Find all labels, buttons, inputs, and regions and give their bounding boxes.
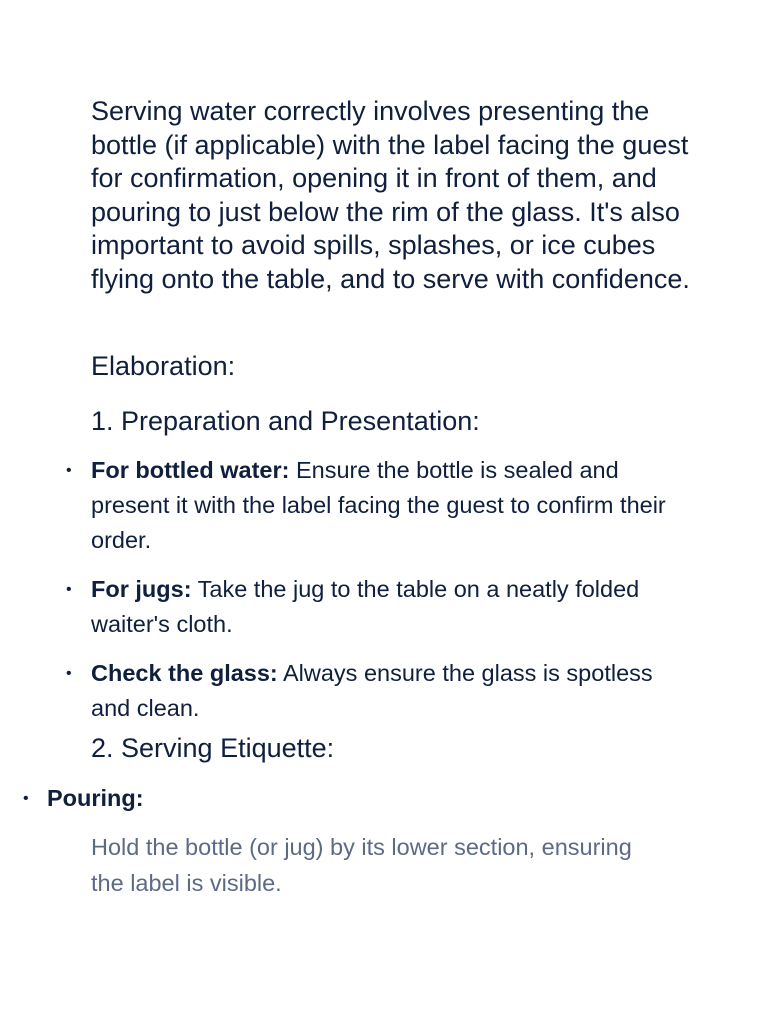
- list-item-text: Take the jug to the table on a neatly folded waiter's cloth.: [91, 576, 640, 637]
- pouring-title: Pouring:: [47, 785, 144, 811]
- bullet-icon: •: [66, 581, 72, 598]
- bullet-icon: •: [66, 462, 72, 479]
- bullet-icon: •: [66, 665, 72, 682]
- list-item-title: For jugs:: [91, 576, 192, 602]
- list-item-title: For bottled water:: [91, 457, 290, 483]
- section-heading-etiquette: 2. Serving Etiquette:: [91, 733, 335, 763]
- intro-paragraph: Serving water correctly involves presenting the bottle (if applicable) with the label facing the guest for confirmation, opening it in front of them, and pouring to just below the rim of the glass. It's also important to avoid spills, splashes, or ice cubes flying onto the table, and to serve with confidence.: [91, 96, 690, 294]
- list-item: [66, 656, 691, 726]
- list-item-title: Check the glass:: [91, 660, 278, 686]
- list-item: [66, 572, 691, 642]
- elaboration-label: Elaboration:: [91, 351, 236, 381]
- list-item-text: Ensure the bottle is sealed and present it with the label facing the guest to confirm their order.: [91, 457, 666, 553]
- list-item: [66, 453, 691, 558]
- list-item-text: Always ensure the glass is spotless and clean.: [91, 660, 653, 721]
- pouring-item: [23, 781, 144, 816]
- pouring-description: Hold the bottle (or jug) by its lower section, ensuring the label is visible.: [91, 834, 632, 896]
- bullet-icon: •: [23, 790, 29, 807]
- section-heading-preparation: 1. Preparation and Presentation:: [91, 406, 480, 436]
